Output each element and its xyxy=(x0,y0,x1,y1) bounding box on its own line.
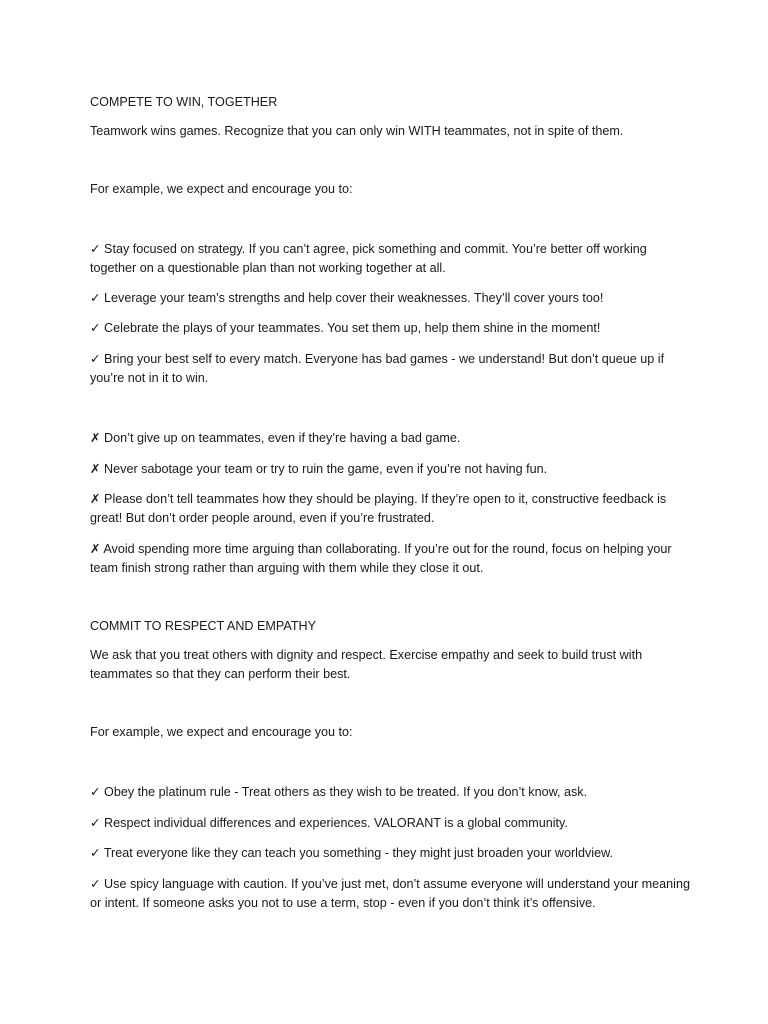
do-item: ✓ Bring your best self to every match. Everyone has bad games - we understand! But don’t queue up if you’re not in it to win. xyxy=(90,352,665,385)
example-lead-compete: For example, we expect and encourage you to: xyxy=(90,182,353,196)
dont-item: ✗ Avoid spending more time arguing than collaborating. If you’re out for the round, focus on helping your team finish strong rather than arguing with them while they close it out. xyxy=(90,542,672,575)
dont-item: ✗ Don’t give up on teammates, even if they’re having a bad game. xyxy=(90,431,461,445)
example-lead-respect: For example, we expect and encourage you to: xyxy=(90,725,353,739)
do-item: ✓ Celebrate the plays of your teammates. You set them up, help them shine in the moment! xyxy=(90,321,601,335)
do-item: ✓ Respect individual differences and experiences. VALORANT is a global community. xyxy=(90,816,568,830)
section-heading-compete: COMPETE TO WIN, TOGETHER xyxy=(90,95,278,109)
section-intro-compete: Teamwork wins games. Recognize that you can only win WITH teammates, not in spite of them. xyxy=(90,124,624,138)
dont-item: ✗ Never sabotage your team or try to ruin the game, even if you’re not having fun. xyxy=(90,462,548,476)
do-item: ✓ Treat everyone like they can teach you something - they might just broaden your worldview. xyxy=(90,846,613,860)
section-intro-respect: We ask that you treat others with dignity and respect. Exercise empathy and seek to build trust with teammates so that they can perform their best. xyxy=(90,648,643,681)
do-item: ✓ Stay focused on strategy. If you can’t agree, pick something and commit. You’re better off working together on a questionable plan than not working together at all. xyxy=(90,242,647,275)
do-item: ✓ Obey the platinum rule - Treat others as they wish to be treated. If you don’t know, ask. xyxy=(90,785,588,799)
do-item: ✓ Leverage your team’s strengths and help cover their weaknesses. They’ll cover yours too! xyxy=(90,291,604,305)
section-heading-respect: COMMIT TO RESPECT AND EMPATHY xyxy=(90,619,317,633)
do-item: ✓ Use spicy language with caution. If you’ve just met, don’t assume everyone will understand your meaning or intent. If someone asks you not to use a term, stop - even if you don’t think it’s offensive. xyxy=(90,877,690,910)
dont-item: ✗ Please don’t tell teammates how they should be playing. If they’re open to it, constructive feedback is great! But don’t order people around, even if you’re frustrated. xyxy=(90,492,667,525)
